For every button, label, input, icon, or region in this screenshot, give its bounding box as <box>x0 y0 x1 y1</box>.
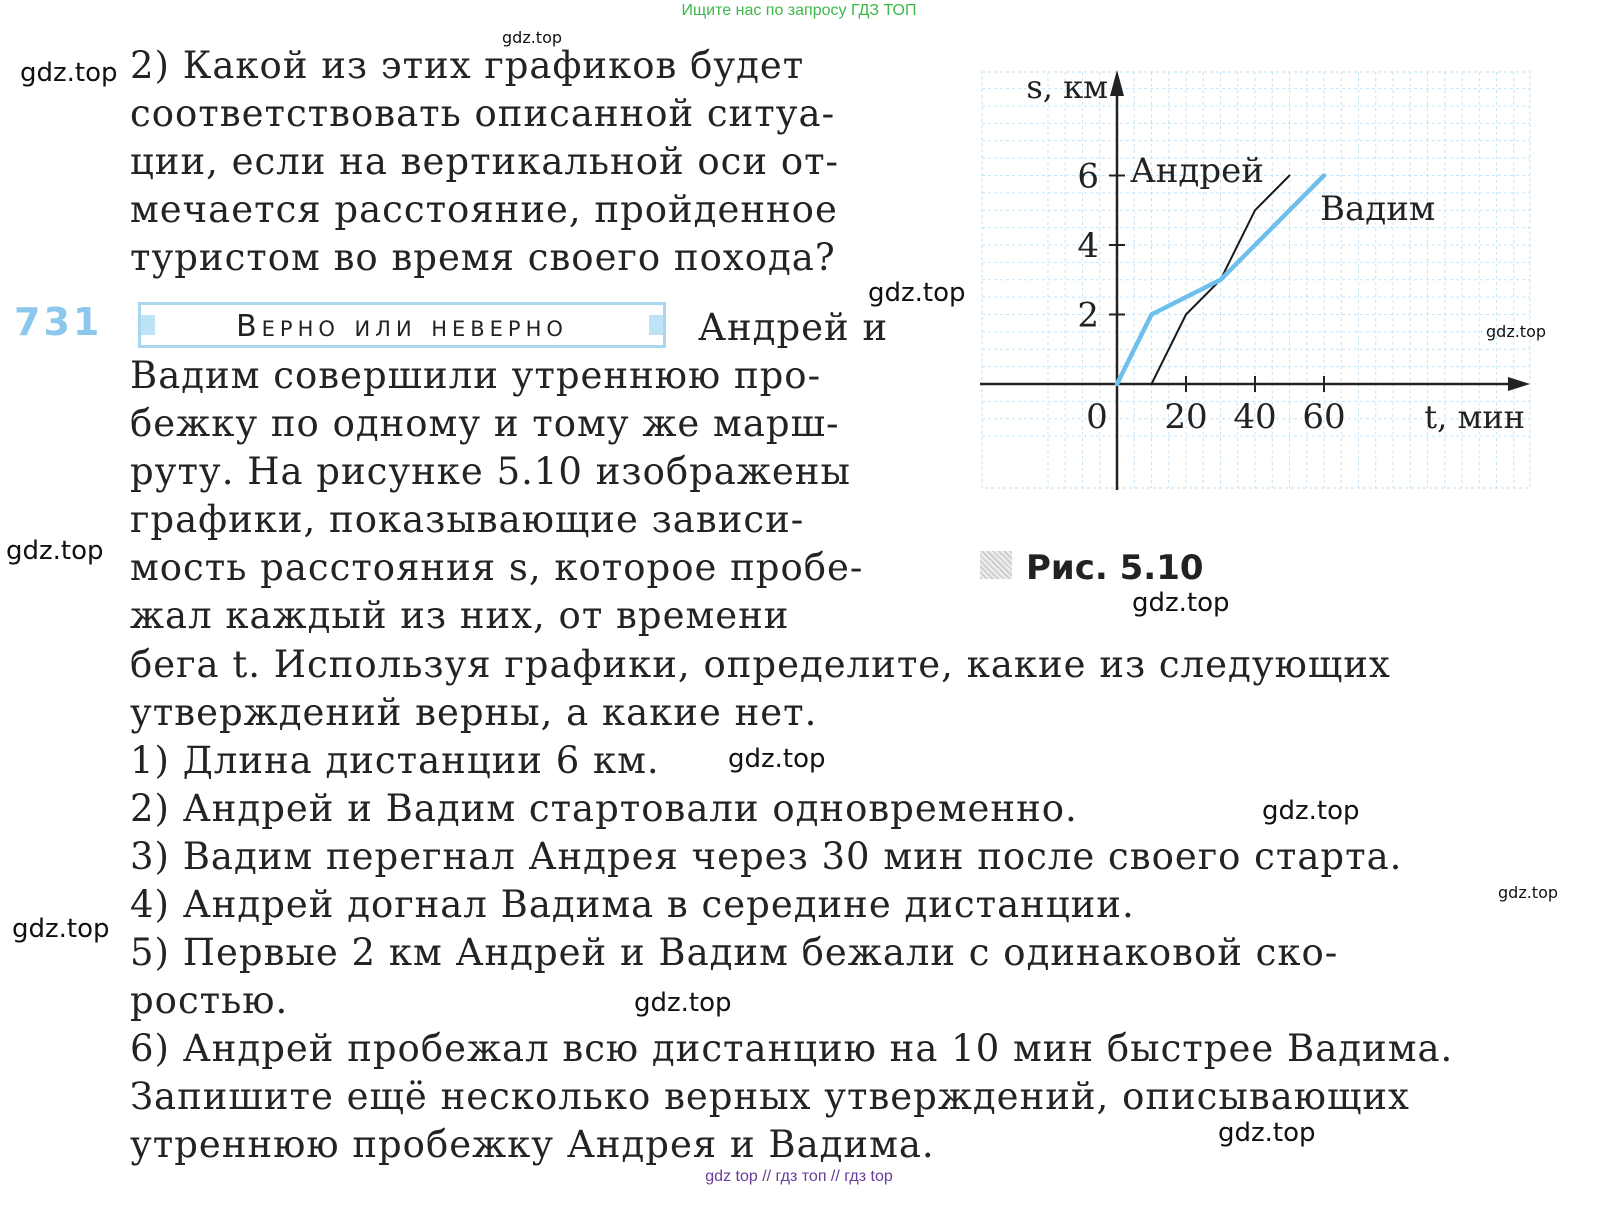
y-axis-arrow <box>1110 70 1124 96</box>
q2-line-4: мечается расстояние, пройденное <box>130 188 838 231</box>
narrow-line-1: Вадим совершили утреннюю про- <box>130 354 822 397</box>
problem-number: 731 <box>14 300 103 344</box>
true-false-tag <box>138 302 666 348</box>
tag-right-mark <box>649 315 663 335</box>
watermark: gdz.top <box>868 278 966 308</box>
y-tick-label: 6 <box>1077 156 1099 197</box>
x-tick-label: 40 <box>1233 397 1277 437</box>
x-tick-label: 0 <box>1086 397 1108 437</box>
caption-marker <box>980 551 1012 579</box>
y-tick-label: 2 <box>1077 295 1099 336</box>
task-line-2: утреннюю пробежку Андрея и Вадима. <box>130 1123 935 1166</box>
statement-5-cont: ростью. <box>130 979 289 1022</box>
wide-line-2: утверждений верны, а какие нет. <box>130 691 818 734</box>
x-tick-label: 60 <box>1302 397 1346 437</box>
narrow-line-5: мость расстояния s, которое пробе- <box>130 546 864 589</box>
series-label-andrey: Андрей <box>1130 151 1264 191</box>
statement-3: 3) Вадим перегнал Андрея через 30 мин после своего старта. <box>130 835 1403 878</box>
series-label-vadim: Вадим <box>1320 189 1436 229</box>
watermark: gdz.top <box>1486 322 1547 341</box>
statement-6: 6) Андрей пробежал всю дистанцию на 10 мин быстрее Вадима. <box>130 1027 1454 1070</box>
watermark: gdz.top <box>20 58 118 88</box>
q2-line-5: туристом во время своего похода? <box>130 236 836 279</box>
watermark: gdz.top <box>1218 1118 1316 1148</box>
q2-line-3: ции, если на вертикальной оси от- <box>130 140 840 183</box>
statement-2: 2) Андрей и Вадим стартовали одновременно. <box>130 787 1078 830</box>
watermark: gdz.top <box>12 914 110 944</box>
watermark: gdz.top <box>634 988 732 1018</box>
q2-line-2: соответствовать описанной ситуа- <box>130 92 836 135</box>
x-axis-label: t, мин <box>1424 398 1525 436</box>
narrow-line-4: графики, показывающие зависи- <box>130 498 805 541</box>
x-axis-arrow <box>1508 377 1530 391</box>
first-line-rest: Андрей и <box>698 306 889 349</box>
tag-label: Верно или неверно <box>236 309 568 344</box>
watermark: gdz.top <box>1262 796 1360 826</box>
narrow-line-2: бежку по одному и тому же марш- <box>130 402 840 445</box>
q2-line-1: 2) Какой из этих графиков будет <box>130 44 805 87</box>
watermark: gdz.top <box>728 744 826 774</box>
bottom-banner: gdz top // гдз топ // гдз top <box>705 1168 893 1185</box>
narrow-line-6: жал каждый из них, от времени <box>130 594 790 637</box>
narrow-line-3: руту. На рисунке 5.10 изображены <box>130 450 851 493</box>
figure-caption: Рис. 5.10 <box>1026 548 1204 588</box>
x-tick-label: 20 <box>1164 397 1208 437</box>
wide-line-1: бега t. Используя графики, определите, какие из следующих <box>130 643 1391 686</box>
top-banner: Ищите нас по запросу ГДЗ ТОП <box>681 2 917 19</box>
watermark: gdz.top <box>1498 883 1559 902</box>
statement-1: 1) Длина дистанции 6 км. <box>130 739 660 782</box>
distance-time-chart <box>970 60 1540 500</box>
watermark: gdz.top <box>6 536 104 566</box>
statement-4: 4) Андрей догнал Вадима в середине дистанции. <box>130 883 1135 926</box>
task-line-1: Запишите ещё несколько верных утверждений, описывающих <box>130 1075 1410 1118</box>
y-tick-label: 4 <box>1077 226 1099 266</box>
y-axis-label: s, км <box>1026 68 1108 106</box>
watermark: gdz.top <box>1132 588 1230 618</box>
statement-5: 5) Первые 2 км Андрей и Вадим бежали с одинаковой ско- <box>130 931 1339 974</box>
watermark: gdz.top <box>502 28 563 47</box>
